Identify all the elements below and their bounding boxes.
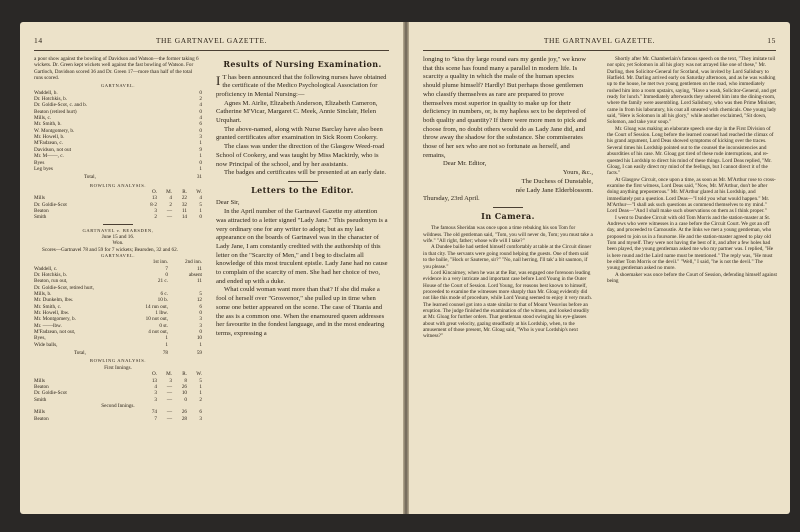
letter-column: [423, 56, 593, 504]
table-row: Byes 0: [34, 159, 202, 166]
running-title: THE GARTNAVEL GAZETTE.: [155, 36, 268, 45]
table-row: M'Fadzean, not out, 4 not out, 0: [34, 329, 202, 336]
divider: [103, 224, 133, 225]
innings-label: First Innings.: [104, 364, 132, 371]
bowling-heading: BOWLING ANALYSIS.: [89, 182, 147, 188]
anecdote-paragraph: Lord Kincairney, when he was at the Bar, was engaged one forenoon leading evidence in a very intricate and important case before Lord Young in the Outer House of the Court of Session. Lord Young, for reasons best known to himself, proceeded to examine the witnesses more sharply than Mr. Gloag evidently did not like this mode of procedure, while Lord Young seemed to enjoy it very much. The learned counsel got into a state similar to that of Mount Vesuvius before an eruption. The judge finished the examination of the witness, and looked steadily at Mr. Gloag for further orders. That gentleman stood swinging his eye-glasses about with great velocity, gazing steadfastly at his Lordship, when, to the amusement of those present, Mr. Gloag said, "Who is your Lordship's next witness?": [423, 269, 592, 340]
salutation: Dear Sir,: [216, 199, 240, 207]
page-number: 14: [34, 36, 43, 45]
table-row: Beaton 3 — 11 1: [34, 207, 202, 214]
letter-signoff: Yours, &c.,: [562, 169, 593, 177]
table-row: Mills 13 4 22 4: [34, 195, 202, 202]
table-row: Mr. Howell, lbw. 1 lbw. 0: [34, 310, 202, 317]
article-column: [216, 56, 389, 504]
table-row: Beaton, run out, 21 c. 11: [34, 278, 202, 285]
left-running-head: [34, 36, 389, 50]
anecdote-paragraph: At Glasgow Circuit, once upon a time, as soon as Mr. M'Arthur rose to cross-examine the first witness, Lord Deas said, "Now, Mr. M'Arthur, don't be after doing anything preposterous." Mr. M'Arthur glared at his Lordship, and immediately put a question. Lord Deas—"I told you what would happen." Mr. M'Arthur—"I shall ask such questions as commend themselves to my mind." Lord Deas—"And I shall make such observations on them as I think proper.": [607, 176, 776, 215]
header-rule: [34, 50, 389, 51]
table-row: Dr. Goldie-Scot 3 — 10 1: [34, 390, 202, 397]
table-row: Mr. Dunkelm, lbw. 10 b. 12: [34, 297, 202, 304]
table-row: Davidson, not out 9: [34, 146, 202, 153]
match-scores: Scores—Gartnavel 78 and 59 for 7 wickets; Bearsden, 32 and 62.: [42, 246, 178, 253]
page-number: 15: [767, 36, 776, 45]
anecdote-paragraph: A Dundee bailie had settled himself comfortably at table at the Circuit dinner in that city. The servants were going round helping the guests. One of them said to the bailie, "Hock or Sauterne, sir?" "No, nail herring, I'll tak' a bit saumon, if you please.": [423, 244, 592, 270]
table-row: Dr. Goldie-Scot, c. and b. 4: [34, 102, 202, 109]
table-row: W. Montgomery, b. 0: [34, 127, 202, 134]
letter-paragraph: In the April number of the Gartnavel Gazette my attention was attracted to a letter signed "Lady Jane." This pseudonym is a very ordinary one for any writer to adopt; but as my last appearance on the boards of Gartnavel was in the character of Lady Jane, I am constantly credited with the authorship of this letter on the "Scarcity of Men," and I beg to disclaim all knowledge of this most truculent epistle. Lady Jane had no cause to complain of the scarcity of men. She had her choice of two, and ended up with a duke.: [216, 208, 388, 285]
article-heading: Results of Nursing Examination.: [223, 59, 382, 69]
right-running-head: [423, 36, 776, 50]
article-paragraph: Agnes M. Airlie, Elizabeth Anderson, Elizabeth Cameron, Catherine M'Vicar, Margaret C. Meek, Annie Sinclair, Helen Urquhart.: [216, 99, 378, 125]
letter-signoff: Dear Mr. Editor,: [443, 160, 487, 168]
total-row: Total, 31: [84, 174, 202, 181]
table-row: Beaton 7 — 28 3: [34, 415, 202, 422]
table-row: Byes, 1 10: [34, 335, 202, 342]
table-row: Dr. Goldie-Scot 8·2 2 32 5: [34, 201, 202, 208]
innings-heads: 1st inn. 2nd inn.: [152, 259, 202, 266]
running-title: THE GARTNAVEL GAZETTE.: [543, 36, 656, 45]
cricket-column: [34, 56, 202, 504]
table-row: M'Fadzean, c. 1: [34, 140, 202, 147]
table-row: Wide balls, 1 1: [34, 341, 202, 348]
divider: [288, 181, 318, 182]
anecdote-column: [607, 56, 777, 504]
cricket-intro: a poor show against the bowling of Davidson and Watson—the former taking 6 wickets. Dr. Green kept wickets well against the fast bowling of Watson. For Gartloch, Davidson scored 36 and Dr. Green 17—more than half of the total runs scored.: [34, 56, 199, 82]
team-heading: GARTNAVEL.: [100, 83, 136, 89]
letter-signoff: The Duchess of Dunstable,: [521, 177, 593, 185]
table-row: Mr. Montgomery, b. 10 not out, 3: [34, 316, 202, 323]
table-row: Dr. Hotchkis, b. 2: [34, 96, 202, 103]
section-heading: Letters to the Editor.: [251, 184, 354, 195]
letter-signoff: née Lady Jane Elderblossom.: [515, 186, 593, 194]
anecdote-paragraph: A shoemaker was once before the Court of Session, defending himself against being: [607, 271, 777, 285]
table-row: Smith 3 — 0 2: [34, 396, 202, 403]
anecdote-paragraph: Shortly after Mr. Chamberlain's famous speech on the text, "They imitate toil nor spin; yet Solomon in all his glory was not arrayed like one of these," Mr. Darling, then Solicitor-General for Scotland, was invited by Lord Salisbury to Hatfield. Mr. Darling arrived early on Saturday afternoon, and as he was walking up to the house, he met two young gentlemen on the road, who immediately rushed him into a room upstairs, saying, "Have a wash, Solicitor-General, and get ready for lunch." Immediately afterwards they ushered him into the dining-room, where the family were assembling. Lord Salisbury, who was then Prime Minister, came in from his laboratory, his coat all smeared with chemicals. One young lady said, "Here is Solomon in all his glory," while another exclaimed, "Sit down, Solomon, and take your soup.": [607, 56, 777, 126]
left-page: [20, 22, 403, 514]
letter-paragraph: longing to "kiss thy large round ears my gentle joy," we know that this scene has found many a parallel in modern life. Is scarcity a quality in which the male of the human species should plume himself? Hardly! But perhaps those gentlemen who classify themselves as rare are prepared to prove themselves most superior in quality to make up for their deficiency in numbers, or, is my hapless sex to be deprived of both quality and quantity? If there were more men to pick and choose from, no doubt others would do as Lady Jane did, and throw away the shadow for the substance. She commiserates those of her sex who are not so fortunate as herself, and remains,: [423, 56, 587, 159]
section-heading: In Camera.: [481, 210, 535, 221]
table-row: Mills 74 — 26 6: [34, 409, 202, 416]
right-page: [409, 22, 790, 514]
letter-paragraph: What could woman want more than that? If she did make a fool of herself over "Grosvenor," she pulled up in time when some one better appeared on the scene. The case of Titania and the ass is a common one. When the enamoured queen addresses her favourite in the fondest language, and in the most endearing terms, expressing a: [216, 286, 385, 337]
divider: [493, 207, 523, 208]
anecdotes: [423, 225, 593, 339]
anecdote-paragraph: Mr. Gloag was making an elaborate speech one day in the First Division of the Court of Session. Long before the learned counsel had reached the climax of his grand argument, Lord Deas showed symptoms of kicking over the traces. Several times his Lordship pointed out to the counsel the inconsistencies and absurdities of his case. Mr. Gloag got tired of these rude interruptions, and re-quested his Lordship to direct his mind of these things. Lord Deas replied, "Mr. Gloag, I can easily direct my mind of the feelings, but I cannot direct it of the facts.": [607, 125, 774, 177]
table-row: Mr. Smith, b. 6: [34, 121, 202, 128]
header-rule: [423, 50, 776, 51]
match-date: June 15 and 16.: [101, 233, 135, 240]
table-row: Mills, b. 6 c. 5: [34, 291, 202, 298]
drop-cap: I: [216, 72, 221, 88]
batting-list-1: [34, 90, 202, 181]
table-row: Mr. M——, c. 1: [34, 153, 202, 160]
bowling-column-heads: O. M. R. W.: [151, 371, 202, 378]
bowling-column-heads: O. M. R. W.: [151, 188, 202, 195]
innings-label: Second Innings.: [101, 402, 135, 409]
magazine-spread: [20, 22, 790, 514]
article-paragraph: The above-named, along with Nurse Barclay have also been granted certificates after examination in Sick Room Cookery.: [216, 125, 383, 142]
table-row: Dr. Goldie-Scot, retired hurt,: [34, 284, 94, 291]
table-row: Beaton (retired hurt) 0: [34, 108, 202, 115]
table-row: Mr. ——lbw. 0 st. 3: [34, 322, 202, 329]
anecdote-paragraph: The famous Sheridan was once upon a time rebuking his son Tom for wildness. The old gentleman said, "Tom, you will never do, Tom; you must take a wife." "All right, father; whose wife will I take?": [423, 225, 593, 245]
total-row: Total, 78 59: [74, 350, 202, 357]
anecdote-paragraph: I went to Dundee Circuit with old Tom Morris and the station-master at St. Andrews who were witnesses in a case before the Circuit Court. We got an off day, and proceeded to Carnoustie. At the links we met a young gentleman, who proposed to join us in a foursome. He and the station-master agreed to play old Tom and myself. They were not having the best of it, and after a few holes had been played, the young gentleman asked me who my partner was. I replied, "He is here round and the Laird name must be mentioned." The reply was, "He must be either Tom Morris or the devil." "Well," I said, "he is not the devil." The young gentleman asked no more.: [607, 214, 774, 272]
team-heading: GARTNAVEL.: [100, 252, 136, 258]
match-title: GARTNAVEL v. BEARSDEN,: [82, 227, 154, 233]
table-row: Mills 13 3 8 5: [34, 377, 202, 384]
article-paragraph: The class was under the direction of the Glasgow Weed-road School of Cookery, and was taught by Miss Mackirdy, who is now Principal of the school, and by her assistants.: [216, 143, 385, 168]
table-row: Leg byes 1: [34, 165, 202, 172]
article-paragraph: I T has been announced that the following nurses have obtained the certificate of the Medico Psychological Association for proficiency in Mental Nursing:—: [216, 72, 387, 98]
table-row: Waddell, b. 0: [34, 89, 202, 96]
table-row: Beaton 4 — 26 1: [34, 383, 202, 390]
letter-date: Thursday, 23rd April.: [423, 195, 480, 203]
table-row: Smith 2 — 14 0: [34, 214, 202, 221]
bowling-heading: BOWLING ANALYSIS.: [89, 358, 147, 364]
table-row: Waddell, c. 7 11: [34, 265, 202, 272]
table-row: Mr. Smith, c. 14 run out, 6: [34, 303, 202, 310]
table-row: Dr. Hotchkis, b. 0 absent: [34, 272, 202, 278]
article-paragraph: The badges and certificates will be presented at an early date.: [224, 169, 387, 177]
match-result: Won.: [112, 240, 124, 247]
table-row: Mr. Howell, b. 3: [34, 134, 202, 141]
table-row: Mills, c. 4: [34, 115, 202, 122]
